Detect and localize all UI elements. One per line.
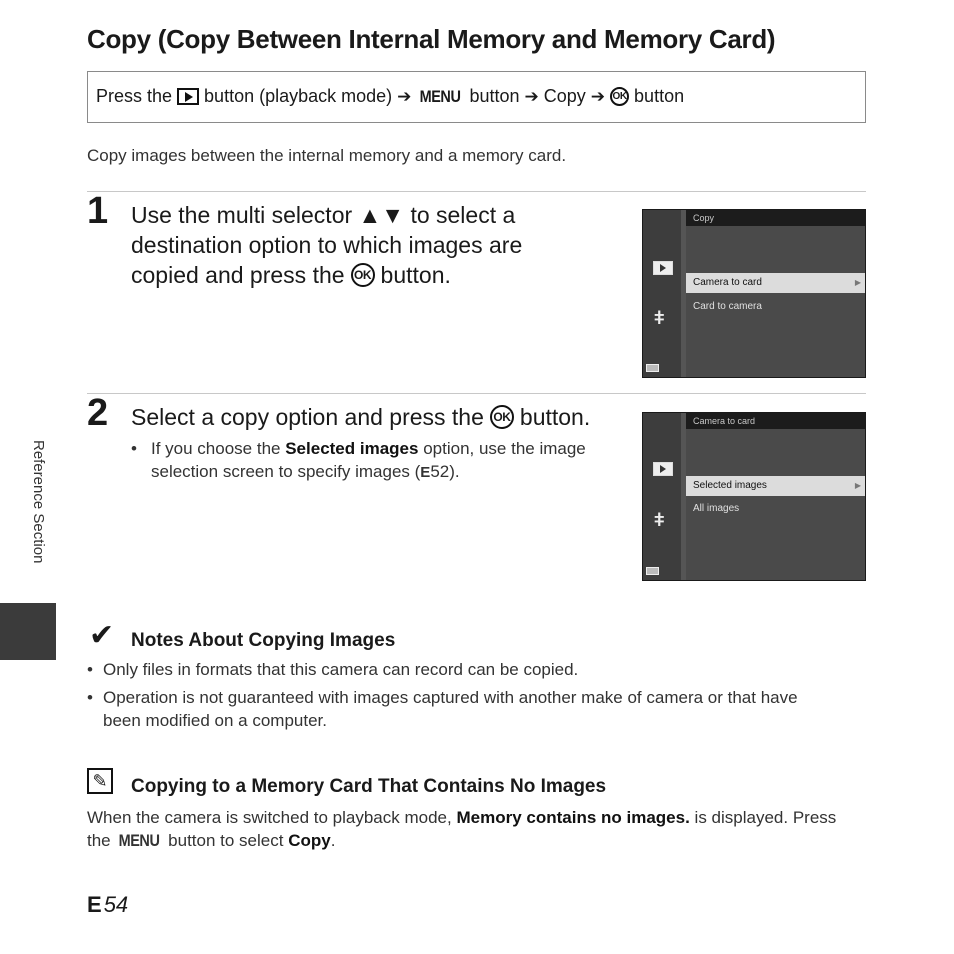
arrow-right-icon: ➔ [590,86,606,106]
menu-button-icon: MENU [118,831,160,850]
copying-line [87,829,836,852]
bullet-text: option, use the image [423,439,586,458]
reference-section-icon: E [87,892,102,917]
intro-text: Copy images between the internal memory and a memory card. [87,146,567,165]
menu-item-selected-images[interactable] [686,476,865,496]
arrow-right-icon: ➔ [397,86,412,106]
step-1-text: button. [380,262,451,288]
screen-header: Camera to card [686,413,865,429]
playback-button-icon [177,88,199,105]
bullet-marker: • [87,660,93,679]
step-2-text: Select a copy option and press the [131,404,484,430]
step-number: 2 [87,392,109,434]
step-number: 1 [87,190,109,232]
step-2-bullet [151,437,586,484]
section-tab [0,603,56,660]
menu-item-label: Card to camera [693,301,762,312]
notes-bullet-1: Only files in formats that this camera can record can be copied. [103,660,579,679]
chevron-right-icon: ▶ [854,278,861,287]
check-icon: ✔ [89,619,115,652]
menu-item-all-images[interactable] [686,499,865,519]
step-1-line [131,260,522,290]
bullet-text: selection screen to specify images ( [151,462,421,481]
screen-sidebar [643,210,681,377]
copying-text: . [330,831,336,850]
wrench-icon: ǂ [654,308,665,328]
page-number-text: 54 [103,892,129,917]
pencil-icon: ✎ [87,768,113,794]
step-2-instruction [131,402,590,432]
ok-button-icon: OK [351,263,375,287]
chevron-right-icon: ▶ [854,481,861,490]
notes-heading: Notes About Copying Images [131,630,396,651]
section-side-label [30,440,50,590]
screen-sidebar [643,413,681,580]
menu-path-text: button (playback mode) [204,86,393,106]
copying-bold: Memory contains no images. [456,808,690,827]
camera-screen-camera-to-card [642,412,866,581]
menu-item-card-to-camera[interactable] [686,297,865,317]
copying-heading: Copying to a Memory Card That Contains No Images [131,776,607,797]
bullet-text: ). [449,462,460,481]
menu-path [96,86,684,107]
menu-path-box [87,71,866,123]
step-1-text: copied and press the [131,262,345,288]
copying-paragraph [87,806,836,852]
bullet-line [151,437,586,460]
playback-tab-icon [653,462,673,476]
divider [87,191,866,192]
copying-bold: Copy [288,831,331,850]
copying-text: button to select [168,831,284,850]
ok-button-icon: OK [610,87,629,106]
bullet-line [151,460,586,484]
playback-tab-icon [653,261,673,275]
step-2-text: button. [519,404,591,430]
step-1-line: Use the multi selector ▲▼ to select a [131,202,516,228]
menu-button-icon: MENU [420,86,461,106]
copying-text: the [87,831,111,850]
menu-path-copy: Copy [543,86,586,106]
screen-header: Copy [686,210,865,226]
menu-item-label: Selected images [693,480,767,491]
ok-button-icon: OK [490,405,514,429]
menu-path-text: Press the [96,86,173,106]
menu-item-label: All images [693,503,740,514]
page-number [87,892,128,918]
page-reference[interactable]: 52 [430,462,450,481]
menu-item-camera-to-card[interactable] [686,273,865,293]
section-side-label-text: Reference Section [30,440,47,564]
copying-text: is displayed. Press [694,808,837,827]
menu-item-label: Camera to card [693,277,762,288]
reference-section-icon: E [420,464,431,481]
step-1-line: destination option to which images are [131,232,523,258]
battery-icon [646,567,659,575]
arrow-right-icon: ➔ [524,86,539,106]
notes-bullet-2-line: been modified on a computer. [103,711,327,730]
divider [87,393,866,394]
camera-screen-copy [642,209,866,378]
battery-icon [646,364,659,372]
page-title: Copy (Copy Between Internal Memory and Memory Card) [87,24,776,54]
wrench-icon: ǂ [654,510,665,530]
notes-bullet-2-line: Operation is not guaranteed with images captured with another make of camera or that have [103,688,798,707]
step-1-instruction [131,200,522,290]
step-2-bullet-marker: • [131,439,137,458]
bullet-marker: • [87,688,93,707]
menu-path-text: button [634,86,685,106]
bullet-bold: Selected images [285,439,419,458]
bullet-text: If you choose the [151,439,281,458]
menu-path-text: button [469,86,520,106]
copying-line [87,806,836,829]
notes-bullet-2 [103,686,798,732]
copying-text: When the camera is switched to playback mode, [87,808,452,827]
